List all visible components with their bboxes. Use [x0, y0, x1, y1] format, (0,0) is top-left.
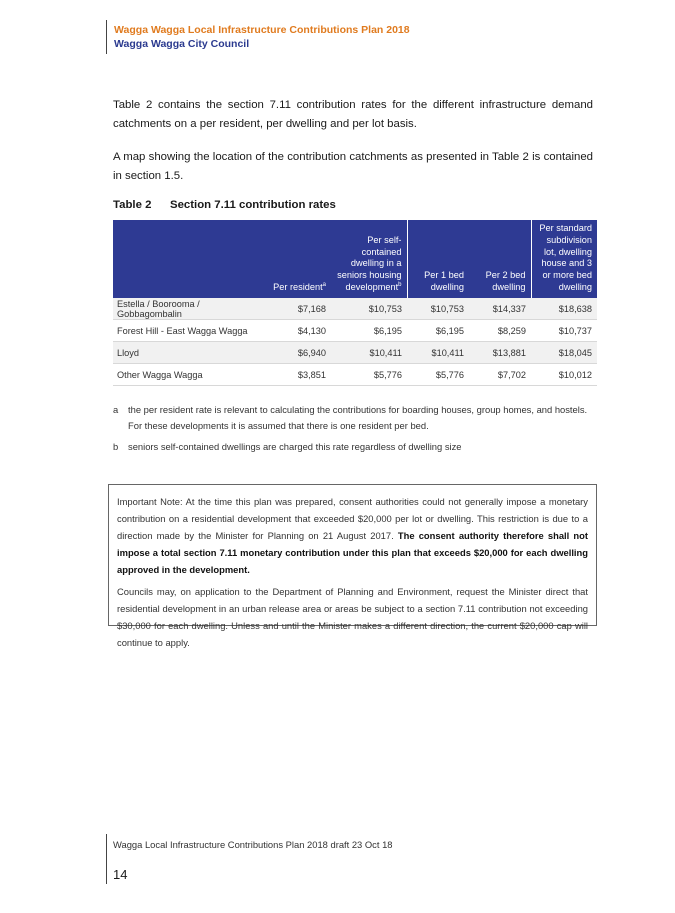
rate-per-resident: $6,940 [269, 342, 331, 364]
rate-seniors-dwelling: $10,753 [331, 298, 407, 320]
header-catchment [113, 220, 269, 298]
note-bold-text: The consent authority therefore shall not impose a total section 7.11 monetary contribution under this plan that exceeds $20,000 for each dwelling approved in the development. [117, 530, 588, 575]
intro-paragraph: Table 2 contains the section 7.11 contribution rates for the different infrastructure demand catchments on a per resident, per dwelling and per lot basis. [113, 99, 593, 130]
rate-seniors-dwelling: $5,776 [331, 364, 407, 386]
footnote-key: b [113, 441, 119, 452]
header-rule [106, 20, 107, 54]
note-paragraph-2: Councils may, on application to the Department of Planning and Environment, request the Minister direct that residential development in an urban release area or areas be subject to a section 7.11 contribution not exceeding $30,000 for each dwelling. Unless and until the Minister makes a different direction, the current $20,000 cap will continue to apply. [117, 586, 588, 648]
header-per-resident [269, 220, 331, 298]
table-row [113, 298, 597, 320]
header-per-resident-label: Per resident [273, 281, 323, 292]
header-2-bed: Per 2 bed dwelling [469, 220, 531, 298]
rate-1-bed: $5,776 [407, 364, 469, 386]
table-caption-number: Table 2 [113, 199, 152, 211]
catchment-name: Estella / Boorooma / Gobbagombalin [113, 298, 269, 320]
note-text: Important Note: At the time this plan was prepared, consent authorities could not generally impose a monetary contribution on a residential development that exceeded $20,000 per lot or dwelling. This restriction is due to a direction made by the Minister for Planning on 21 August 2017. [117, 496, 588, 541]
catchment-name: Forest Hill - East Wagga Wagga [113, 320, 269, 342]
rate-2-bed: $14,337 [469, 298, 531, 320]
header-standard-lot: Per standard subdivision lot, dwelling house and 3 or more bed dwelling [531, 220, 597, 298]
footnote-a [113, 402, 603, 433]
note-paragraph-1 [117, 493, 588, 578]
footnote-text: seniors self-contained dwellings are charged this rate regardless of dwelling size [128, 441, 462, 452]
important-note-box [108, 484, 597, 648]
rate-seniors-dwelling: $6,195 [331, 320, 407, 342]
contribution-rates-table [113, 220, 597, 386]
footnote-marker-b: b [398, 281, 402, 288]
rate-seniors-dwelling: $10,411 [331, 342, 407, 364]
rate-standard-lot: $10,012 [531, 364, 597, 386]
footnote-marker-a: a [322, 281, 326, 288]
header-1-bed: Per 1 bed dwelling [407, 220, 469, 298]
rate-standard-lot: $10,737 [531, 320, 597, 342]
rate-2-bed: $8,259 [469, 320, 531, 342]
footer-text: Wagga Local Infrastructure Contributions Plan 2018 draft 23 Oct 18 [113, 839, 393, 850]
table-caption [113, 199, 336, 211]
table-row [113, 342, 597, 364]
footnote-b [113, 439, 603, 455]
table-header-row [113, 220, 597, 298]
table-caption-title: Section 7.11 contribution rates [170, 199, 336, 211]
rate-per-resident: $7,168 [269, 298, 331, 320]
rate-per-resident: $4,130 [269, 320, 331, 342]
rate-2-bed: $7,702 [469, 364, 531, 386]
rate-per-resident: $3,851 [269, 364, 331, 386]
page-number: 14 [113, 867, 128, 882]
rate-1-bed: $10,411 [407, 342, 469, 364]
rate-1-bed: $6,195 [407, 320, 469, 342]
footnote-key: a [113, 404, 119, 415]
table-row [113, 364, 597, 386]
rate-2-bed: $13,881 [469, 342, 531, 364]
rate-standard-lot: $18,638 [531, 298, 597, 320]
document-title: Wagga Wagga Local Infrastructure Contributions Plan 2018 [114, 24, 410, 36]
header-seniors-dwelling-label: Per self-contained dwelling in a seniors housing development [337, 234, 402, 292]
map-paragraph: A map showing the location of the contribution catchments as presented in Table 2 is contained in section 1.5. [113, 151, 593, 182]
catchment-name: Other Wagga Wagga [113, 364, 269, 386]
header-seniors-dwelling [331, 220, 407, 298]
footer-rule [106, 834, 107, 884]
table-row [113, 320, 597, 342]
rate-standard-lot: $18,045 [531, 342, 597, 364]
catchment-name: Lloyd [113, 342, 269, 364]
document-subtitle: Wagga Wagga City Council [114, 38, 250, 50]
footnote-text: the per resident rate is relevant to calculating the contributions for boarding houses, group homes, and hostels. For these developments it is assumed that there is one resident per bed. [128, 404, 588, 431]
rate-1-bed: $10,753 [407, 298, 469, 320]
